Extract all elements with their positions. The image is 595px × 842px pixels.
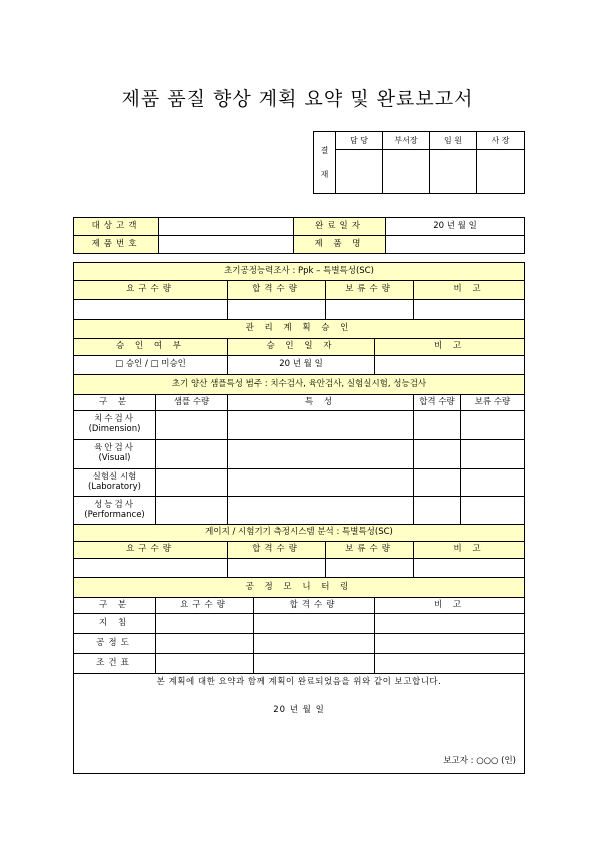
customer-label: 대상고객 <box>74 218 159 236</box>
ip-header-remarks: 비 고 <box>414 281 525 300</box>
approval-role-manager: 부서장 <box>383 132 430 150</box>
is-performance-sample-qty[interactable] <box>156 497 228 525</box>
signature-box-executive[interactable] <box>430 150 477 194</box>
mon-process-chart-remarks[interactable] <box>375 634 525 654</box>
is-laboratory-passed-qty[interactable] <box>414 469 461 497</box>
gauge-remarks-field[interactable] <box>414 559 525 578</box>
is-header-passed-qty: 합격 수량 <box>414 395 461 411</box>
gauge-header-passed: 합격수량 <box>228 542 326 559</box>
approval-role-executive: 임 원 <box>430 132 477 150</box>
is-visual-held-qty[interactable] <box>461 440 525 469</box>
is-header-characteristic: 특 성 <box>228 395 414 411</box>
ip-required-field[interactable] <box>74 300 228 320</box>
mon-process-chart-required[interactable] <box>156 634 254 654</box>
is-performance-held-qty[interactable] <box>461 497 525 525</box>
header-info-table <box>73 217 525 254</box>
product-name-field[interactable] <box>386 236 525 254</box>
done-date-label: 완료일자 <box>294 218 386 236</box>
is-dimension-held-qty[interactable] <box>461 411 525 440</box>
pa-header-remarks: 비 고 <box>375 339 525 356</box>
product-no-field[interactable] <box>159 236 294 254</box>
is-laboratory-sample-qty[interactable] <box>156 469 228 497</box>
report-date[interactable]: 20 년 월 일 <box>273 704 325 715</box>
product-name-label: 제 품 명 <box>294 236 386 254</box>
report-statement: 본 계획에 대한 요약과 함께 계획이 완료되었음을 위와 같이 보고합니다. <box>156 677 442 687</box>
approval-role-president: 사 장 <box>477 132 525 150</box>
signature-box-staff[interactable] <box>336 150 383 194</box>
is-visual-sample-qty[interactable] <box>156 440 228 469</box>
pa-header-date: 승 인 일 자 <box>228 339 375 356</box>
is-row-visual-label: 육안검사 (Visual) <box>74 440 156 469</box>
gauge-passed-field[interactable] <box>228 559 326 578</box>
mon-row-process-chart-label: 공정도 <box>74 634 156 654</box>
gauge-held-field[interactable] <box>326 559 414 578</box>
mon-condition-table-required[interactable] <box>156 654 254 674</box>
is-visual-characteristic[interactable] <box>228 440 414 469</box>
ip-header-required: 요구수량 <box>74 281 228 300</box>
main-form-table <box>73 262 525 774</box>
is-header-category: 구 분 <box>74 395 156 411</box>
is-laboratory-held-qty[interactable] <box>461 469 525 497</box>
signature-box-manager[interactable] <box>383 150 430 194</box>
is-row-laboratory-label: 실험실 시험 (Laboratory) <box>74 469 156 497</box>
gauge-required-field[interactable] <box>74 559 228 578</box>
initial-process-title: 초기공정능력조사 : Ppk – 특별특성(SC) <box>74 263 525 281</box>
gauge-header-required: 요구수량 <box>74 542 228 559</box>
mon-process-chart-passed[interactable] <box>254 634 375 654</box>
page-title: 제품 품질 향상 계획 요약 및 완료보고서 <box>121 88 474 110</box>
ip-header-held: 보류수량 <box>326 281 414 300</box>
ip-held-field[interactable] <box>326 300 414 320</box>
is-row-dimension-label: 치수검사 (Dimension) <box>74 411 156 440</box>
gauge-header-remarks: 비 고 <box>414 542 525 559</box>
is-performance-characteristic[interactable] <box>228 497 414 525</box>
is-dimension-characteristic[interactable] <box>228 411 414 440</box>
mon-header-category: 구 분 <box>74 598 156 614</box>
is-dimension-sample-qty[interactable] <box>156 411 228 440</box>
is-header-held-qty: 보류 수량 <box>461 395 525 411</box>
ip-header-passed: 합격수량 <box>228 281 326 300</box>
is-visual-passed-qty[interactable] <box>414 440 461 469</box>
approval-role-staff: 담 당 <box>336 132 383 150</box>
mon-row-guideline-label: 지 침 <box>74 614 156 634</box>
ip-remarks-field[interactable] <box>414 300 525 320</box>
reporter-signature[interactable]: 보고자 : ○○○ (인) <box>443 756 516 767</box>
gauge-header-held: 보류수량 <box>326 542 414 559</box>
mon-header-passed: 합격수량 <box>254 598 375 614</box>
is-header-sample-qty: 샘플 수량 <box>156 395 228 411</box>
plan-approval-title: 관 리 계 획 승 인 <box>74 320 525 339</box>
gauge-title: 게이지 / 시험기기 측정시스템 분석 : 특별특성(SC) <box>74 525 525 542</box>
done-date-field[interactable]: 20 년 월 일 <box>386 218 525 236</box>
initial-sample-title: 초기 양산 샘플특성 범주 : 치수검사, 육안검사, 실험실시험, 성능검사 <box>74 375 525 395</box>
mon-row-condition-table-label: 조건표 <box>74 654 156 674</box>
pa-date-field[interactable]: 20 년 월 일 <box>228 356 375 375</box>
mon-guideline-passed[interactable] <box>254 614 375 634</box>
mon-header-remarks: 비 고 <box>375 598 525 614</box>
pa-remarks-field[interactable] <box>375 356 525 375</box>
mon-header-required: 요구수량 <box>156 598 254 614</box>
pa-approve-checkbox[interactable]: □ 승인 / □ 미승인 <box>74 356 228 375</box>
is-row-performance-label: 성능검사 (Performance) <box>74 497 156 525</box>
mon-condition-table-remarks[interactable] <box>375 654 525 674</box>
mon-guideline-remarks[interactable] <box>375 614 525 634</box>
signature-box-president[interactable] <box>477 150 525 194</box>
ip-passed-field[interactable] <box>228 300 326 320</box>
is-dimension-passed-qty[interactable] <box>414 411 461 440</box>
is-laboratory-characteristic[interactable] <box>228 469 414 497</box>
customer-field[interactable] <box>159 218 294 236</box>
monitoring-title: 공 정 모 니 터 링 <box>74 578 525 598</box>
report-statement-box <box>74 674 525 774</box>
pa-header-status: 승 인 여 부 <box>74 339 228 356</box>
approval-side-label: 결 재 <box>314 132 336 194</box>
approval-table <box>313 131 525 194</box>
product-no-label: 제품번호 <box>74 236 159 254</box>
is-performance-passed-qty[interactable] <box>414 497 461 525</box>
mon-guideline-required[interactable] <box>156 614 254 634</box>
mon-condition-table-passed[interactable] <box>254 654 375 674</box>
